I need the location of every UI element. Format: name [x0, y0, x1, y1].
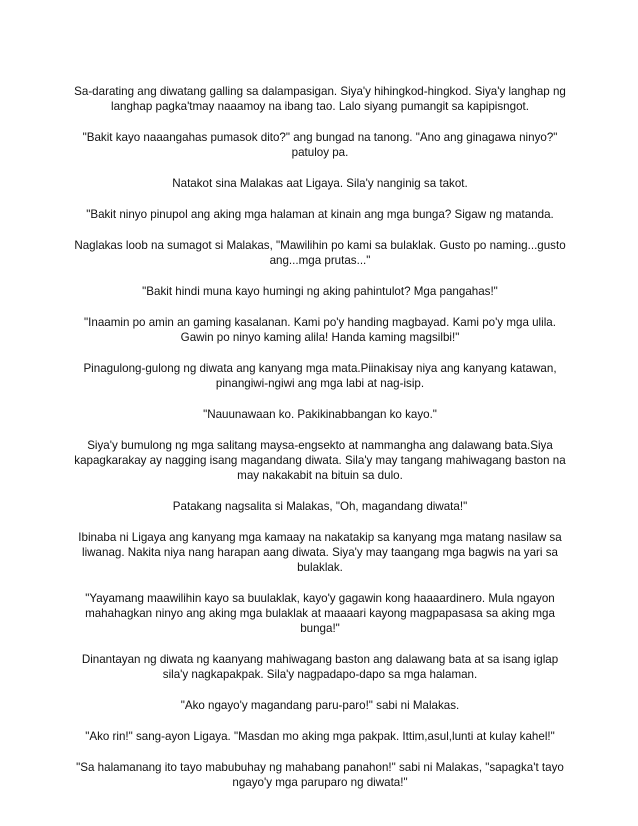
paragraph-17: "Sa halamanang ito tayo mabubuhay ng mahabang panahon!" sabi ni Malakas, "sapagka't tayo ngayo'y mga paruparo ng diwata!": [76, 761, 564, 789]
paragraph-15: "Ako ngayo'y magandang paru-paro!" sabi ni Malakas.: [180, 699, 460, 712]
paragraph-3: Natakot sina Malakas aat Ligaya. Sila'y nanginig sa takot.: [172, 177, 468, 190]
paragraph-5: Naglakas loob na sumagot si Malakas, "Mawilihin po kami sa bulaklak. Gusto po naming...gusto ang...mga prutas...": [74, 239, 566, 267]
paragraph-11: Patakang nagsalita si Malakas, "Oh, magandang diwata!": [172, 500, 468, 513]
paragraph-1: Sa-darating ang diwatang galling sa dalampasigan. Siya'y hihingkod-hingkod. Siya'y langhap ng langhap pagka'tmay naaamoy na ibang tao. Lalo siyang pumangit sa kapipisngot.: [74, 85, 566, 113]
paragraph-7: "Inaamin po amin an gaming kasalanan. Kami po'y handing magbayad. Kami po'y mga ulila. Gawin po ninyo kaming alila! Handa kaming magsilbi!": [84, 316, 556, 344]
paragraph-9: "Nauunawaan ko. Pakikinabbangan ko kayo.": [203, 408, 437, 421]
paragraph-4: "Bakit ninyo pinupol ang aking mga halaman at kinain ang mga bunga? Sigaw ng matanda.: [86, 208, 554, 221]
paragraph-2: "Bakit kayo naaangahas pumasok dito?" ang bungad na tanong. "Ano ang ginagawa ninyo?" patuloy pa.: [82, 131, 558, 159]
paragraph-12: Ibinaba ni Ligaya ang kanyang mga kamaay na nakatakip sa kanyang mga matang nasilaw sa liwanag. Nakita niya nang harapan aang diwata. Siya'y may taangang mga bagwis na yari sa bulaklak.: [78, 531, 562, 574]
paragraph-14: Dinantayan ng diwata ng kaanyang mahiwagang baston ang dalawang bata at sa isang iglap sila'y nagkapakpak. Sila'y nagpadapo-dapo sa mga halaman.: [81, 653, 559, 681]
paragraph-10: Siya'y bumulong ng mga salitang maysa-engsekto at nammangha ang dalawang bata.Siya kapagkarakay ay nagging isang magandang diwata. Sila'y may tangang mahiwagang baston na may nakakabit na bituin sa dulo.: [74, 439, 566, 482]
paragraph-6: "Bakit hindi muna kayo humingi ng aking pahintulot? Mga pangahas!": [142, 285, 498, 298]
paragraph-8: Pinagulong-gulong ng diwata ang kanyang mga mata.Piinakisay niya ang kanyang katawan, pinangiwi-ngiwi ang mga labi at nag-isip.: [83, 362, 557, 390]
paragraph-16: "Ako rin!" sang-ayon Ligaya. "Masdan mo aking mga pakpak. Ittim,asul,lunti at kulay kahel!": [85, 730, 555, 743]
story-text: [74, 84, 566, 806]
paragraph-13: "Yayamang maawilihin kayo sa buulaklak, kayo'y gagawin kong haaaardinero. Mula ngayon mahahagkan ninyo ang aking mga bulaklak at maaaari kayong magpapasasa sa aking mga bunga!": [85, 592, 555, 635]
